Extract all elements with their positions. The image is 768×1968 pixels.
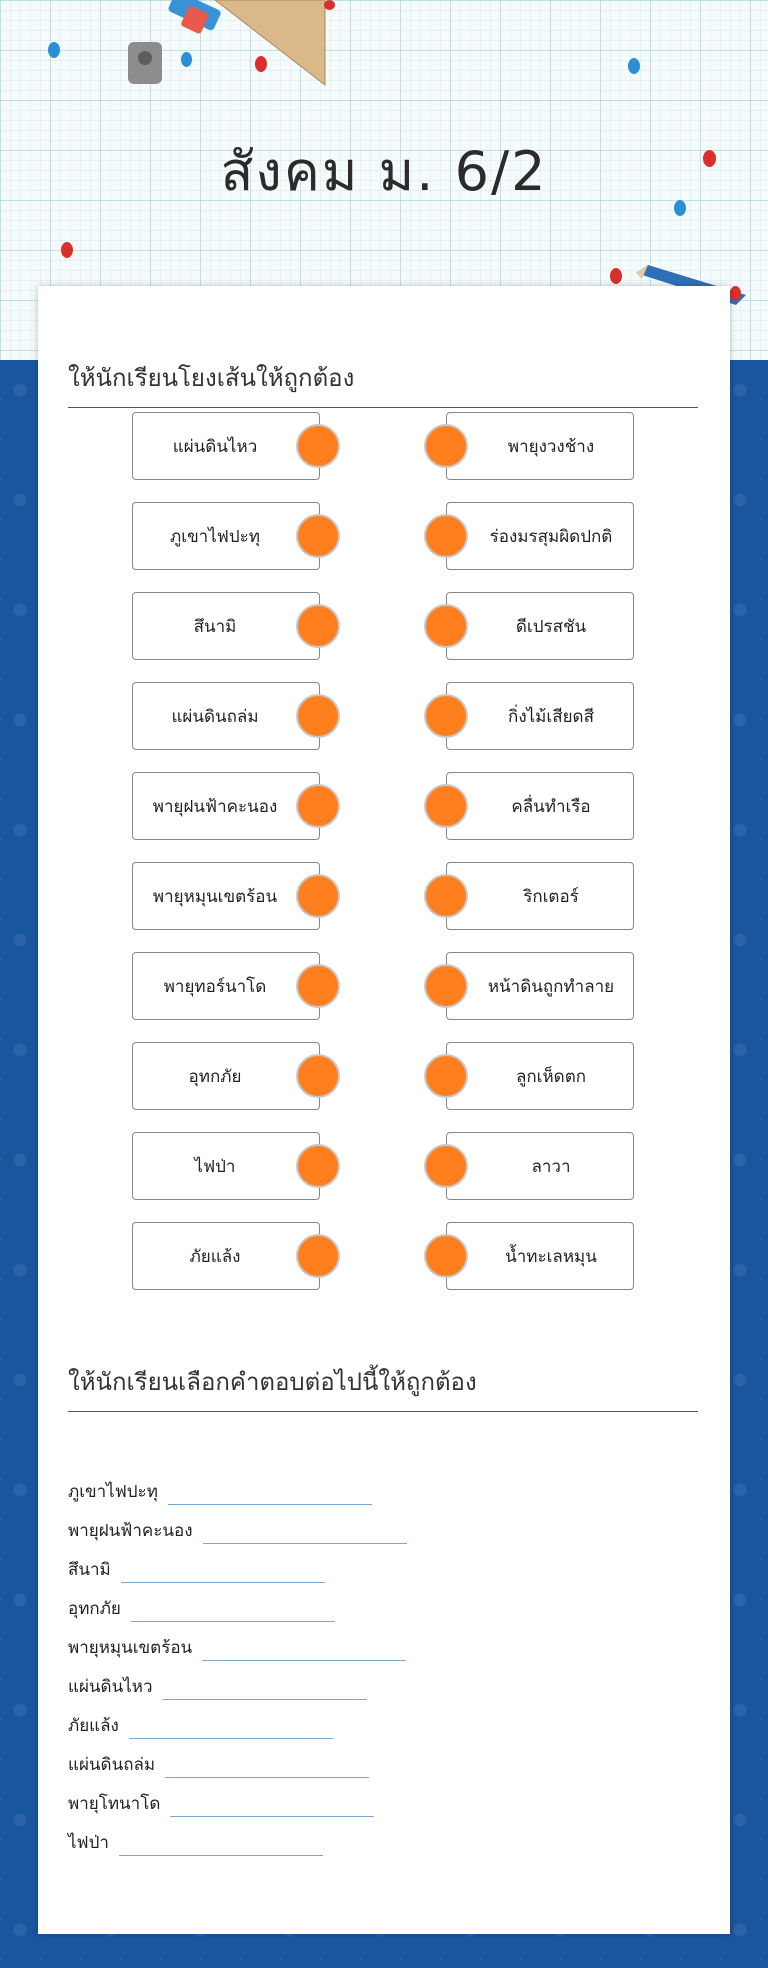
fill-in-label: แผ่นดินไหว [68, 1677, 153, 1697]
fill-in-row [68, 1712, 333, 1739]
right-connector-dot[interactable] [424, 1234, 468, 1278]
right-connector-dot[interactable] [424, 694, 468, 738]
decor-dot [181, 52, 192, 67]
fill-in-label: แผ่นดินถล่ม [68, 1755, 156, 1775]
right-match-item[interactable] [446, 682, 634, 750]
left-match-label: พายุหมุนเขตร้อน [152, 886, 278, 907]
left-connector-dot[interactable] [296, 514, 340, 558]
left-connector-dot[interactable] [296, 964, 340, 1008]
right-match-label: น้ำทะเลหมุน [505, 1246, 597, 1267]
right-match-item[interactable] [446, 1132, 634, 1200]
fill-in-label: สึนามิ [68, 1560, 111, 1580]
section-heading-matching: ให้นักเรียนโยงเส้นให้ถูกต้อง [68, 358, 698, 408]
right-connector-dot[interactable] [424, 514, 468, 558]
fill-in-row [68, 1673, 367, 1700]
right-match-item[interactable] [446, 1042, 634, 1110]
decor-dot [48, 42, 60, 58]
right-connector-dot[interactable] [424, 964, 468, 1008]
fill-in-label: ภัยแล้ง [68, 1716, 119, 1736]
left-match-item[interactable] [132, 772, 320, 840]
right-connector-dot[interactable] [424, 784, 468, 828]
left-match-label: ภูเขาไฟปะทุ [170, 526, 260, 547]
left-match-label: ภัยแล้ง [189, 1246, 241, 1267]
answer-input[interactable] [131, 1597, 335, 1622]
decor-dot [730, 286, 741, 301]
right-connector-dot[interactable] [424, 424, 468, 468]
answer-input[interactable] [170, 1792, 374, 1817]
left-match-label: พายุฝนฟ้าคะนอง [152, 796, 278, 817]
right-connector-dot[interactable] [424, 604, 468, 648]
fill-in-label: พายุโทนาโด [68, 1794, 161, 1814]
fill-in-label: พายุหมุนเขตร้อน [68, 1638, 193, 1658]
decor-dot [61, 242, 73, 258]
decor-dot [628, 58, 640, 74]
right-match-item[interactable] [446, 952, 634, 1020]
left-connector-dot[interactable] [296, 784, 340, 828]
right-match-item[interactable] [446, 862, 634, 930]
right-match-label: ริกเตอร์ [523, 886, 579, 907]
left-match-label: พายุทอร์นาโด [163, 976, 267, 997]
right-match-item[interactable] [446, 1222, 634, 1290]
right-connector-dot[interactable] [424, 1054, 468, 1098]
answer-input[interactable] [129, 1714, 333, 1739]
fill-in-label: ภูเขาไฟปะทุ [68, 1482, 158, 1502]
right-match-label: กิ่งไม้เสียดสี [508, 706, 594, 727]
right-match-item[interactable] [446, 502, 634, 570]
fill-in-label: พายุฝนฟ้าคะนอง [68, 1521, 193, 1541]
left-match-item[interactable] [132, 1132, 320, 1200]
section-heading-fill: ให้นักเรียนเลือกคำตอบต่อไปนี้ให้ถูกต้อง [68, 1362, 698, 1412]
answer-input[interactable] [163, 1675, 367, 1700]
right-match-label: ดีเปรสชัน [515, 616, 587, 637]
left-connector-dot[interactable] [296, 424, 340, 468]
left-match-item[interactable] [132, 862, 320, 930]
fill-in-row [68, 1595, 335, 1622]
left-connector-dot[interactable] [296, 1144, 340, 1188]
decor-dot [324, 0, 335, 10]
right-connector-dot[interactable] [424, 1144, 468, 1188]
right-match-label: ร่องมรสุมผิดปกติ [489, 526, 613, 547]
fill-in-row [68, 1517, 407, 1544]
answer-input[interactable] [121, 1558, 325, 1583]
right-match-label: ลาวา [531, 1156, 571, 1177]
fill-in-row [68, 1790, 374, 1817]
left-match-item[interactable] [132, 502, 320, 570]
left-match-label: สึนามิ [193, 616, 237, 637]
left-connector-dot[interactable] [296, 1234, 340, 1278]
right-match-item[interactable] [446, 592, 634, 660]
left-match-label: แผ่นดินถล่ม [171, 706, 259, 727]
page-title: สังคม ม. 6/2 [220, 140, 548, 203]
fill-in-label: ไฟป่า [68, 1833, 109, 1853]
left-match-item[interactable] [132, 1222, 320, 1290]
right-connector-dot[interactable] [424, 874, 468, 918]
answer-input[interactable] [203, 1519, 407, 1544]
left-connector-dot[interactable] [296, 1054, 340, 1098]
fill-in-row [68, 1478, 372, 1505]
right-match-item[interactable] [446, 412, 634, 480]
left-match-item[interactable] [132, 592, 320, 660]
right-match-item[interactable] [446, 772, 634, 840]
fill-in-row [68, 1634, 406, 1661]
fill-in-row [68, 1751, 369, 1778]
stationery-decoration [120, 0, 340, 95]
answer-input[interactable] [202, 1636, 406, 1661]
left-connector-dot[interactable] [296, 874, 340, 918]
answer-input[interactable] [165, 1753, 369, 1778]
answer-input[interactable] [168, 1480, 372, 1505]
left-match-label: ไฟป่า [194, 1156, 236, 1177]
left-connector-dot[interactable] [296, 694, 340, 738]
right-match-label: พายุงวงช้าง [507, 436, 595, 457]
left-match-label: แผ่นดินไหว [172, 436, 258, 457]
right-match-label: ลูกเห็ดตก [515, 1066, 587, 1087]
right-match-label: หน้าดินถูกทำลาย [487, 976, 615, 997]
left-match-item[interactable] [132, 412, 320, 480]
left-match-item[interactable] [132, 1042, 320, 1110]
left-match-item[interactable] [132, 682, 320, 750]
fill-in-label: อุทกภัย [68, 1599, 121, 1619]
left-connector-dot[interactable] [296, 604, 340, 648]
left-match-item[interactable] [132, 952, 320, 1020]
worksheet-card [38, 286, 730, 1934]
answer-input[interactable] [119, 1831, 323, 1856]
right-match-label: คลื่นทำเรือ [511, 796, 591, 817]
decor-dot [610, 268, 622, 284]
fill-in-row [68, 1829, 323, 1856]
fill-in-row [68, 1556, 325, 1583]
decor-dot [255, 56, 267, 72]
left-match-label: อุทกภัย [188, 1066, 242, 1087]
